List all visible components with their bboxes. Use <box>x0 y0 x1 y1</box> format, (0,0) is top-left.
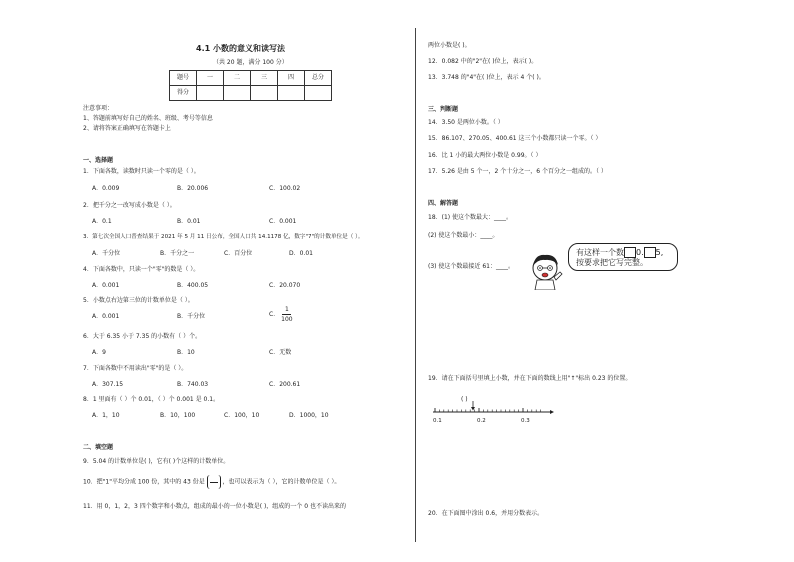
question-stem: 9．5.04 的计数单位是( )，它有( )个这样的计数单位。 <box>83 458 230 465</box>
question-stem: 1．下面各数，读数时只读一个零的是（ ）。 <box>83 168 200 175</box>
score-cell[interactable] <box>305 86 332 101</box>
option-d[interactable]: D．1000，10 <box>289 412 329 419</box>
score-header-row <box>170 71 332 86</box>
option-c[interactable] <box>269 306 293 323</box>
option-b[interactable]: B．0.01 <box>177 218 201 225</box>
question-stem: 14．3.50 是两位小数。（ ） <box>428 119 504 126</box>
tick-group <box>435 408 541 412</box>
bubble-text: 按要求把它写完整。 <box>576 258 648 267</box>
option-b[interactable]: B．千分之一 <box>160 250 195 257</box>
question-stem <box>83 475 340 489</box>
option-a[interactable]: A．0.009 <box>92 185 120 192</box>
score-header-cell: 题号 <box>170 71 197 86</box>
bubble-text: 有这样一个数 <box>576 248 624 257</box>
option-c[interactable]: C．0.001 <box>269 218 297 225</box>
page-title: 4.1 小数的意义和读写法 <box>196 44 285 53</box>
question-stem: 4．下面各数中，只读一个"零"的数是（ ）。 <box>83 266 200 273</box>
question-stem: 5．小数点右边第三位的计数单位是（ ）。 <box>83 297 194 304</box>
option-b[interactable]: B．10 <box>177 349 195 356</box>
option-b[interactable]: B．20.006 <box>177 185 209 192</box>
fraction-bar <box>282 314 291 315</box>
tick-label: 0.2 <box>477 418 486 424</box>
option-a[interactable]: A．0.001 <box>92 313 120 320</box>
option-c[interactable]: C．100.02 <box>269 185 301 192</box>
notice-item: 2、请将答案正确填写在答题卡上 <box>83 125 171 132</box>
option-b[interactable]: B．400.05 <box>177 282 209 289</box>
fraction-denominator: 100 <box>281 316 293 324</box>
number-line <box>430 395 555 425</box>
score-header-cell: 总分 <box>305 71 332 86</box>
score-header-cell: 一 <box>197 71 224 86</box>
column-divider <box>415 28 416 542</box>
question-stem: 2．把千分之一改写成小数是（ ）。 <box>83 202 176 209</box>
question-stem: (3) 使这个数最接近 61：____。 <box>428 263 514 270</box>
question-stem: 11．用 0，1，2，3 四个数字和小数点，组成的最小的一位小数是( )，组成的一个 0 也不读出来的 <box>83 503 346 510</box>
digit-box[interactable] <box>644 247 656 258</box>
option-b[interactable]: B．740.03 <box>177 381 209 388</box>
question-stem: 两位小数是( )。 <box>428 42 471 49</box>
option-c[interactable]: C．100，10 <box>224 412 260 419</box>
score-cell[interactable] <box>224 86 251 101</box>
option-c[interactable]: C．20.070 <box>269 282 301 289</box>
question-text: 10．把"1"平均分成 100 份，其中的 43 份是 <box>83 478 205 486</box>
digit-box[interactable] <box>624 247 636 258</box>
question-stem: 13．3.748 的"4"在( )位上，表示 4 个( )。 <box>428 74 545 81</box>
score-value-row <box>170 86 332 101</box>
notice-heading: 注意事项： <box>83 105 114 112</box>
axis-arrow-icon <box>550 410 554 414</box>
score-cell[interactable] <box>278 86 305 101</box>
bubble-line-1 <box>576 247 663 258</box>
question-stem: (2) 使这个数最小：____。 <box>428 232 499 239</box>
option-a[interactable]: A．0.1 <box>92 218 112 225</box>
option-c[interactable]: C．无数 <box>269 349 292 356</box>
option-c-label: C． <box>269 311 280 319</box>
option-b[interactable]: B．千分位 <box>177 313 206 320</box>
question-stem: 20．在下面图中涂出 0.6，并用分数表示。 <box>428 510 544 517</box>
score-table <box>169 70 332 101</box>
tick-label: 0.3 <box>521 418 530 424</box>
page-subtitle: （共 20 题，满分 100 分） <box>213 59 288 66</box>
option-a[interactable]: A．0.001 <box>92 282 120 289</box>
fraction-numerator: 1 <box>284 306 289 313</box>
boy-illustration-icon <box>525 250 567 290</box>
notice-item: 1、答题前填写好自己的姓名、班级、考号等信息 <box>83 115 213 122</box>
option-d[interactable]: D．0.01 <box>289 250 313 257</box>
score-cell[interactable] <box>197 86 224 101</box>
score-header-cell: 四 <box>278 71 305 86</box>
bubble-text: 0. <box>636 248 644 257</box>
option-b[interactable]: B．10，100 <box>160 412 196 419</box>
question-stem: 3．第七次全国人口普查结果于 2021 年 5 月 11 日公布，全国人口共 14.1178 亿，数字"7"的计数单位是（ ）。 <box>83 234 364 240</box>
option-c[interactable]: C．百分位 <box>224 250 253 257</box>
option-a[interactable]: A．1，10 <box>92 412 120 419</box>
question-text: ，也可以表示为（ ），它的计数单位是（ ）。 <box>222 478 341 486</box>
score-header-cell: 二 <box>224 71 251 86</box>
section-heading: 三、判断题 <box>428 106 459 113</box>
blank-parenthesis: ( ) <box>461 396 468 403</box>
section-heading: 一、选择题 <box>83 157 114 164</box>
question-stem: 7．下面各数中不用读出"零"的是（ ）。 <box>83 365 188 372</box>
fraction <box>281 306 292 323</box>
question-stem: 19．请在下面括号里填上小数，并在下面的数线上用"↑"标出 0.23 的位置。 <box>428 375 632 382</box>
score-header-cell: 三 <box>251 71 278 86</box>
option-a[interactable]: A．千分位 <box>92 250 121 257</box>
question-stem: 17．5.26 是由 5 个一，2 个十分之一，6 个百分之一组成的。（ ） <box>428 168 607 175</box>
option-a[interactable]: A．307.15 <box>92 381 124 388</box>
bubble-text: 5, <box>655 248 664 257</box>
question-stem: 6．大于 6.35 小于 7.35 的小数有（ ）个。 <box>83 333 202 340</box>
section-heading: 二、填空题 <box>83 444 114 451</box>
question-stem: 15．86.107、270.05、400.61 这三个小数都只读一个零。（ ） <box>428 135 602 142</box>
score-row-label: 得分 <box>170 86 197 101</box>
question-stem: 16．比 1 小的最大两位小数是 0.99。（ ） <box>428 152 542 159</box>
tick-label: 0.1 <box>433 418 442 424</box>
option-a[interactable]: A．9 <box>92 349 106 356</box>
score-cell[interactable] <box>251 86 278 101</box>
section-heading: 四、解答题 <box>428 200 459 207</box>
question-stem: 8．1 里面有（ ）个 0.01，（ ）个 0.001 是 0.1。 <box>83 396 220 403</box>
option-c[interactable]: C．200.61 <box>269 381 301 388</box>
question-stem: 18．(1) 使这个数最大：____。 <box>428 214 513 221</box>
question-stem: 12．0.082 中的"2"在( )位上，表示( )。 <box>428 58 538 65</box>
speech-bubble <box>568 243 678 271</box>
answer-blank-fraction[interactable] <box>207 475 221 489</box>
